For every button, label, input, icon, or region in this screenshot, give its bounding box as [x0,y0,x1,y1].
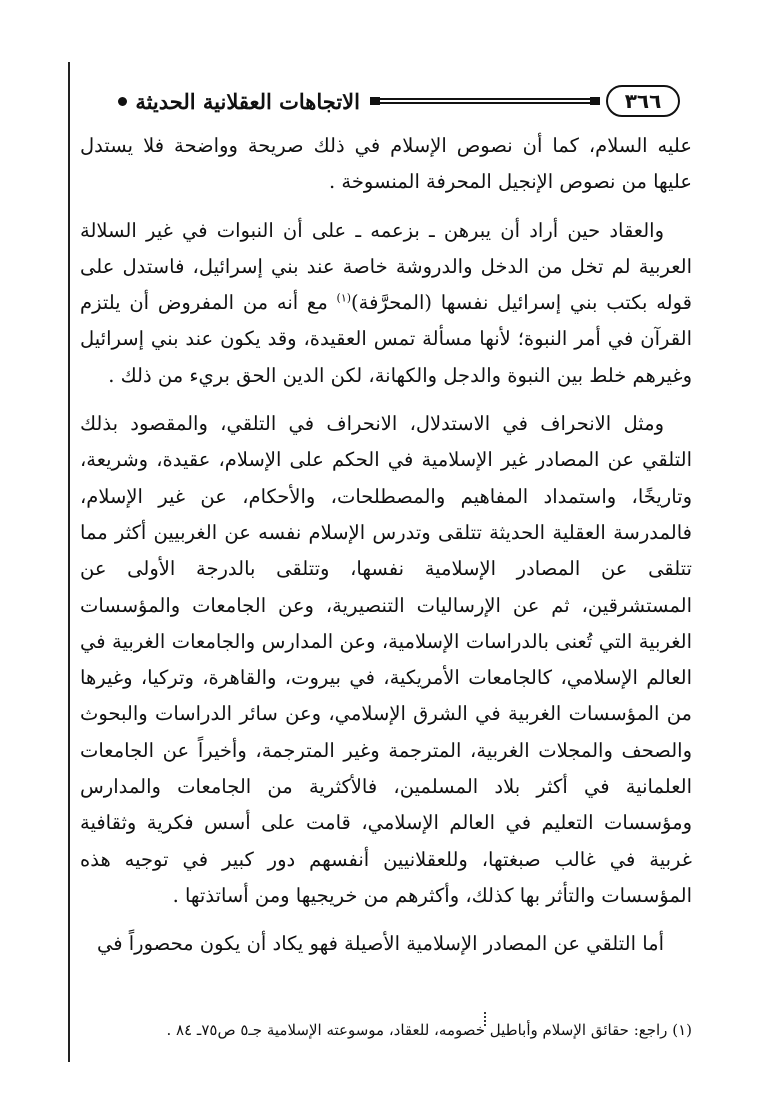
page-header [80,84,680,118]
title-bullet-icon [118,97,127,106]
footnote-number: (١) [672,1021,692,1039]
footnote-reference[interactable]: (١) [336,291,352,305]
header-rule-line [380,98,590,104]
running-title: الاتجاهات العقلانية الحديثة [135,88,360,114]
main-text [80,128,692,963]
paragraph-continuation: عليه السلام، كما أن نصوص الإسلام في ذلك صريحة وواضحة فلا يستدل عليها من نصوص الإنجيل المحرفة المنسوخة . [80,134,692,194]
paragraph-reception: ومثل الانحراف في الاستدلال، الانحراف في التلقي، والمقصود بذلك التلقي عن المصادر غير الإسلامية في الحكم على الإسلام، عقيدة، وشريعة، وتاريخًا، واستمداد المفاهيم والمصطلحات، والأحكام، عن غير الإسلام، فالمدرسة العقلية الحديثة تتلقى وتدرس الإسلام نفسه عن الغربيين أكثر مما تتلقى عن المصادر الإسلامية نفسها، وتتلقى بالدرجة الأولى عن المستشرقين، ثم عن الإرساليات التنصيرية، وعن الجامعات والمؤسسات الغربية التي تُعنى بالدراسات الإسلامية، وعن المدارس والجامعات الغربية في العالم الإسلامي، كالجامعات الأمريكية، في بيروت، والقاهرة، وتركيا، وغيرها من المؤسسات الغربية في الشرق الإسلامي، وعن سائر الدراسات والبحوث والصحف والمجلات الغربية، المترجمة وغير المترجمة، وأخيراً عن الجامعات العلمانية في أكثر بلاد المسلمين، فالأكثرية من الجامعات والمدارس ومؤسسات التعليم في العالم الإسلامي، قامت على أسس فكرية وثقافية غربية في غالب صبغتها، وللعقلانيين أنفسهم دور كبير في توجيه هذه المؤسسات والتأثر بها كذلك، وأكثرهم من خريجيها ومن أساتذتها . [80,412,692,907]
footnote-text: راجع: حقائق الإسلام وأباطيل خصومه، للعقاد، موسوعته الإسلامية جـ٥ ص٧٥ـ ٨٤ . [166,1021,668,1039]
paragraph-aqqad-part-1: والعقاد حين أراد أن يبرهن ـ بزعمه ـ على أن النبوات في غير السلالة العربية لم تخل من الدخل والدروشة خاصة عند بني إسرائيل، فاستدل على قوله بكتب بني إسرائيل نفسها (المحرَّفة) [80,218,692,315]
header-rule [370,97,600,105]
paragraph-aqqad [80,213,692,394]
margin-rule [68,62,70,1062]
footnote [80,1018,692,1042]
page-number: ٣٦٦ [606,85,680,117]
header-rule-block-right [590,97,600,105]
paragraph-islamic-sources: أما التلقي عن المصادر الإسلامية الأصيلة فهو يكاد أن يكون محصوراً في [96,932,664,956]
header-rule-block-left [370,97,380,105]
paragraph-aqqad-part-2: مع أنه من المفروض أن يلتزم القرآن في أمر النبوة؛ لأنها مسألة تمس العقيدة، وقد يكون عند بني إسرائيل وغيرهم خلط بين النبوة والدجل والكهانة، لكن الدين الحق بريء من ذلك . [80,291,692,387]
